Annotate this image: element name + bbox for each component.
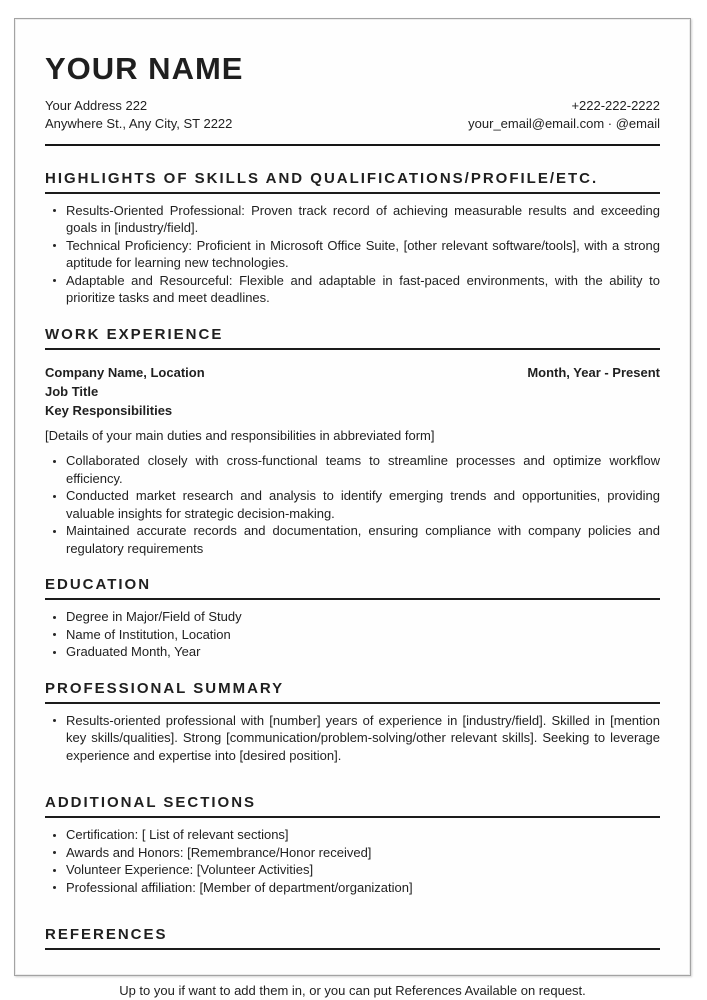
bullet-item: Conducted market research and analysis to identify emerging trends and opportunities, providing valuable insights for strategic decision-making. [45, 487, 660, 522]
section-professional-summary [45, 680, 660, 765]
company-name: Company Name, Location [45, 364, 205, 380]
additional-list [45, 826, 660, 896]
bullet-item: Awards and Honors: [Remembrance/Honor received] [45, 844, 660, 862]
additional-title: ADDITIONAL SECTIONS [45, 794, 660, 818]
education-title: EDUCATION [45, 576, 660, 600]
person-name: YOUR NAME [45, 51, 244, 86]
summary-title: PROFESSIONAL SUMMARY [45, 680, 660, 704]
job-header [45, 363, 660, 420]
resume-page-sheet [14, 18, 691, 999]
resume-content [15, 19, 690, 1000]
bullet-item: Adaptable and Resourceful: Flexible and adaptable in fast-paced environments, with the ability to prioritize tasks and meet deadlines. [45, 272, 660, 307]
company-row [45, 363, 660, 382]
bullet-item: Degree in Major/Field of Study [45, 608, 660, 626]
bullet-item: Volunteer Experience: [Volunteer Activities] [45, 861, 660, 879]
education-list [45, 608, 660, 661]
phone-number: +222-222-2222 [571, 97, 660, 113]
duties-note: [Details of your main duties and responsibilities in abbreviated form] [45, 427, 435, 443]
bullet-item: Professional affiliation: [Member of department/organization] [45, 879, 660, 897]
bullet-item: Technical Proficiency: Proficient in Microsoft Office Suite, [other relevant software/tools], with a strong aptitude for learning new technologies. [45, 237, 660, 272]
date-range: Month, Year - Present [527, 364, 660, 380]
key-responsibilities-label: Key Responsibilities [45, 402, 173, 418]
bullet-item: Collaborated closely with cross-functional teams to streamline processes and optimize workflow efficiency. [45, 452, 660, 487]
section-additional [45, 794, 660, 896]
highlights-list [45, 202, 660, 307]
section-highlights [45, 170, 660, 307]
resume-header [45, 53, 660, 146]
job-title: Job Title [45, 383, 99, 399]
references-note: Up to you if want to add them in, or you can put References Available on request. [119, 983, 586, 999]
summary-list [45, 712, 660, 765]
bullet-item: Graduated Month, Year [45, 643, 660, 661]
bullet-item: Certification: [ List of relevant sections] [45, 826, 660, 844]
contact-row [45, 97, 660, 133]
section-work-experience [45, 326, 660, 558]
section-education [45, 576, 660, 661]
bullet-item: Maintained accurate records and documentation, ensuring compliance with company policies and regulatory requirements [45, 522, 660, 557]
email-line: your_email@email.com · @email [468, 115, 660, 131]
section-references [45, 926, 660, 1000]
bullet-item: Results-Oriented Professional: Proven track record of achieving measurable results and exceeding goals in [industry/field]. [45, 202, 660, 237]
work-title: WORK EXPERIENCE [45, 326, 660, 350]
bullet-item: Name of Institution, Location [45, 626, 660, 644]
highlights-title: HIGHLIGHTS OF SKILLS AND QUALIFICATIONS/PROFILE/ETC. [45, 170, 660, 194]
contact-block [468, 97, 660, 133]
address-line-1: Your Address 222 [45, 97, 148, 113]
bullet-item: Results-oriented professional with [number] years of experience in [industry/field]. Skilled in [mention key skills/qualities]. Strong [communication/problem-solving/other relevant skills]. Seeking to leverage experience and expertise into [desired position]. [45, 712, 660, 765]
address-line-2: Anywhere St., Any City, ST 2222 [45, 115, 233, 131]
address-block [45, 97, 232, 133]
references-title: REFERENCES [45, 926, 660, 950]
work-list [45, 452, 660, 557]
header-divider [45, 144, 660, 146]
